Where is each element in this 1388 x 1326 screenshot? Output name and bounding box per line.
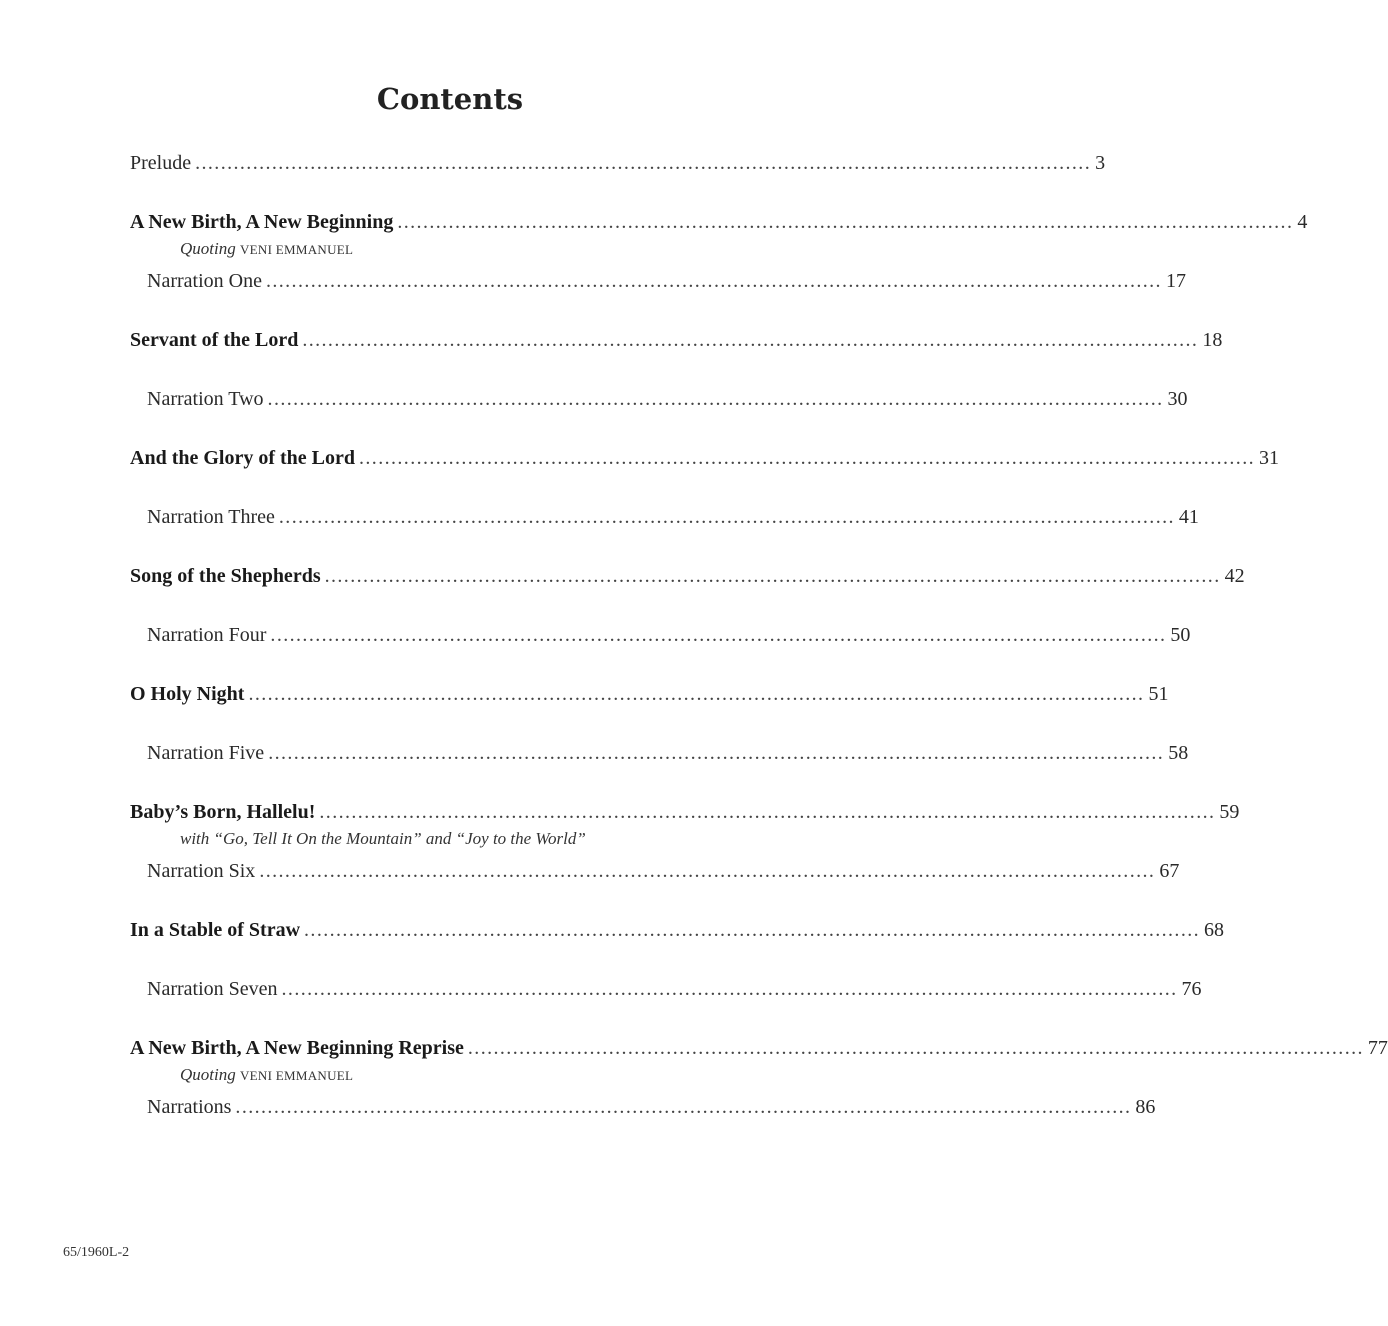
page-title: Contents — [376, 82, 524, 116]
dot-leader: ............................................................................................................................................ — [270, 624, 1167, 646]
toc-page-number: 42 — [1224, 565, 1245, 587]
toc-entry-label: Narration Seven — [147, 978, 278, 1000]
note-small-caps: VENI EMMANUEL — [239, 242, 354, 257]
note-italic: with “Go, Tell It On the Mountain” and “Joy to the World” — [180, 829, 586, 848]
toc-page-number: 30 — [1167, 388, 1188, 410]
toc-entry-label: Prelude — [130, 152, 192, 174]
toc-page-number: 67 — [1159, 860, 1180, 882]
dot-leader: ............................................................................................................................................ — [195, 152, 1092, 174]
toc-page-number: 31 — [1259, 447, 1279, 469]
toc-entry-narrations[interactable] — [147, 1094, 1156, 1120]
toc-page-number: 50 — [1170, 624, 1191, 646]
dot-leader: ............................................................................................................................................ — [319, 801, 1216, 823]
toc-entry-label: Narrations — [147, 1096, 232, 1118]
dot-leader: ............................................................................................................................................ — [267, 388, 1164, 410]
dot-leader: ............................................................................................................................................ — [265, 270, 1162, 292]
toc-entry-label: Narration Three — [147, 506, 275, 528]
toc-page-number: 58 — [1168, 742, 1189, 764]
toc-page-number: 18 — [1202, 329, 1223, 351]
dot-leader: ............................................................................................................................................ — [281, 978, 1178, 1000]
toc-page-number: 68 — [1204, 919, 1225, 941]
dot-leader: ............................................................................................................................................ — [324, 565, 1221, 587]
dot-leader: ............................................................................................................................................ — [278, 506, 1175, 528]
toc-entry-label: Narration One — [147, 270, 262, 292]
toc-entry-narration-three[interactable] — [147, 504, 1199, 530]
toc-entry-note — [180, 1064, 353, 1086]
toc-entry-label: Narration Five — [147, 742, 265, 764]
toc-entry-label: Servant of the Lord — [130, 329, 299, 351]
toc-entry-label: A New Birth, A New Beginning — [130, 211, 394, 233]
toc-entry-stable-of-straw[interactable] — [130, 917, 1225, 943]
toc-entry-narration-six[interactable] — [147, 858, 1180, 884]
toc-entry-label: Song of the Shepherds — [130, 565, 321, 587]
toc-entry-label: And the Glory of the Lord — [130, 447, 355, 469]
note-small-caps: VENI EMMANUEL — [239, 1068, 354, 1083]
toc-entry-label: In a Stable of Straw — [130, 919, 301, 941]
dot-leader: ............................................................................................................................................ — [359, 447, 1255, 469]
toc-page-number: 3 — [1095, 152, 1106, 174]
toc-entry-label: Narration Six — [147, 860, 256, 882]
toc-page-number: 76 — [1181, 978, 1202, 1000]
toc-page-number: 51 — [1148, 683, 1169, 705]
note-italic: Quoting — [180, 239, 236, 258]
toc-entry-babys-born[interactable] — [130, 799, 1240, 825]
toc-entry-note — [180, 828, 586, 850]
toc-page-number: 86 — [1135, 1096, 1156, 1118]
dot-leader: ............................................................................................................................................ — [302, 329, 1199, 351]
dot-leader: ............................................................................................................................................ — [397, 211, 1294, 233]
toc-page-number: 4 — [1297, 211, 1308, 233]
toc-entry-narration-five[interactable] — [147, 740, 1189, 766]
toc-entry-servant-of-the-lord[interactable] — [130, 327, 1223, 353]
toc-entry-o-holy-night[interactable] — [130, 681, 1169, 707]
toc-entry-label: A New Birth, A New Beginning Reprise — [130, 1037, 464, 1059]
dot-leader: ............................................................................................................................................ — [467, 1037, 1364, 1059]
dot-leader: ............................................................................................................................................ — [248, 683, 1145, 705]
toc-entry-song-of-the-shepherds[interactable] — [130, 563, 1245, 589]
toc-page-number: 17 — [1165, 270, 1186, 292]
toc-entry-narration-seven[interactable] — [147, 976, 1202, 1002]
toc-entry-narration-four[interactable] — [147, 622, 1191, 648]
toc-page-number: 59 — [1219, 801, 1240, 823]
dot-leader: ............................................................................................................................................ — [268, 742, 1165, 764]
toc-entry-label: Narration Four — [147, 624, 267, 646]
toc-entry-label: Narration Two — [147, 388, 264, 410]
toc-entry-label: O Holy Night — [130, 683, 245, 705]
toc-entry-glory-of-the-lord[interactable] — [130, 445, 1279, 471]
toc-entry-prelude[interactable] — [130, 150, 1106, 176]
catalog-code: 65/1960L-2 — [63, 1245, 130, 1260]
toc-entry-narration-one[interactable] — [147, 268, 1186, 294]
dot-leader: ............................................................................................................................................ — [259, 860, 1156, 882]
note-italic: Quoting — [180, 1065, 236, 1084]
toc-entry-a-new-birth-reprise[interactable] — [130, 1035, 1388, 1061]
toc-page-number: 41 — [1178, 506, 1199, 528]
toc-entry-note — [180, 238, 353, 260]
toc-entry-narration-two[interactable] — [147, 386, 1188, 412]
toc-entry-a-new-birth[interactable] — [130, 209, 1308, 235]
dot-leader: ............................................................................................................................................ — [235, 1096, 1132, 1118]
dot-leader: ............................................................................................................................................ — [304, 919, 1201, 941]
toc-entry-label: Baby’s Born, Hallelu! — [130, 801, 316, 823]
toc-page-number: 77 — [1367, 1037, 1388, 1059]
